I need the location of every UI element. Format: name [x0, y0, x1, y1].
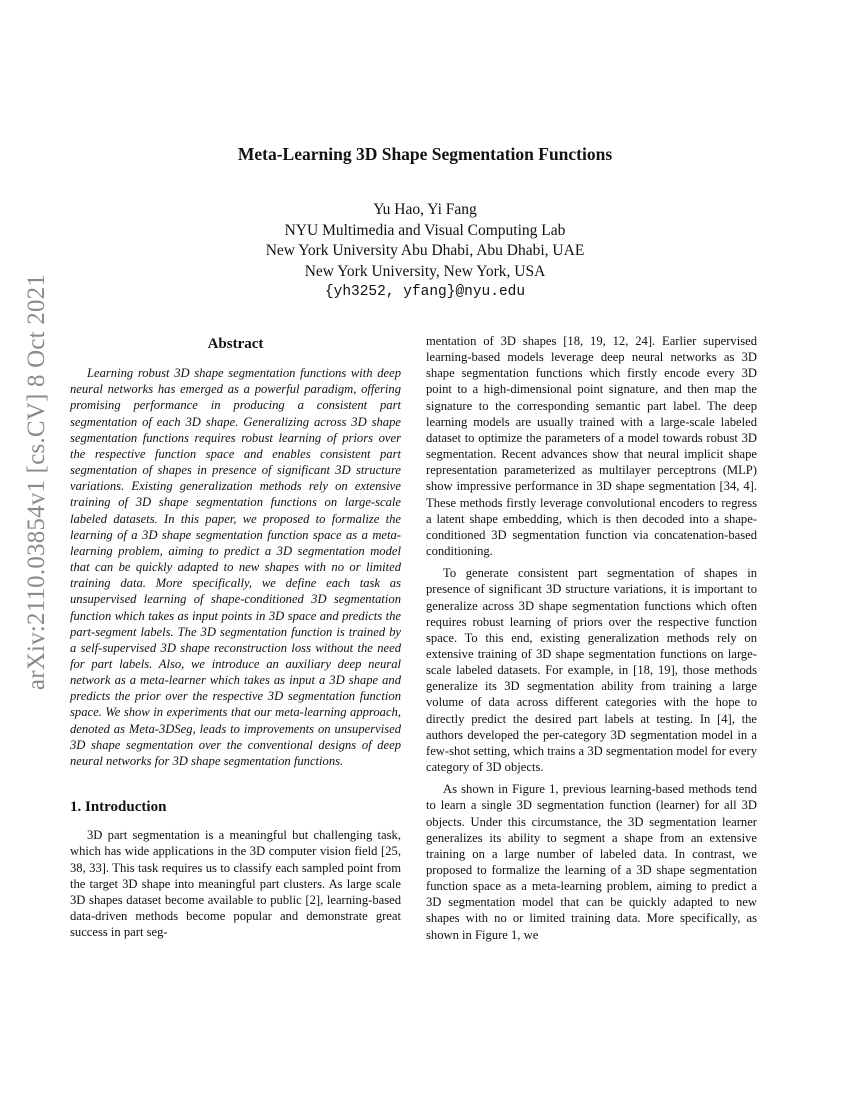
abstract-heading: Abstract — [207, 336, 264, 352]
paper-title: Meta-Learning 3D Shape Segmentation Functions — [237, 144, 613, 164]
right-column — [426, 333, 757, 943]
author-names: Yu Hao, Yi Fang — [373, 201, 477, 218]
introduction-paragraph-3: As shown in Figure 1, previous learning-based methods tend to learn a single 3D segmentation function (learner) for all 3D objects. Under this circumstance, the 3D segmentation learner generalizes its ability to segment a shape from an extensive training on a large number of labeled data. In contrast, we proposed to formalize the learning of a 3D shape segmentation function space as a meta-learning problem, aiming to predict a 3D segmentation model that can be quickly adapted to new shapes with no or limited training data. More specifically, as shown in Figure 1, we — [426, 782, 757, 942]
introduction-paragraph-1: 3D part segmentation is a meaningful but challenging task, which has wide applications in the 3D computer vision field [25, 38, 33]. This task requires us to classify each sampled point from the target 3D shape into meaningful part clusters. As large scale 3D shapes dataset become available to public [2], learning-based data-driven methods become popular and demonstrate great success in part seg- — [70, 828, 401, 940]
abstract-text: Learning robust 3D shape segmentation functions with deep neural networks has emerged as a powerful paradigm, offering promising performance in producing a consistent part segmentation of each 3D shape. Generalizing across 3D shape segmentation functions requires robust learning of priors over the respective function space and enables consistent part segmentation of shapes in presence of significant 3D structure variations. Existing generalization methods rely on extensive training of 3D shape segmentation functions on large-scale labeled datasets. In this paper, we proposed to formalize the learning of a 3D shape segmentation function space as a meta-learning problem, aiming to predict a 3D segmentation model that can be quickly adapted to new shapes with no or limited training data. More specifically, we define each task as unsupervised learning of shape-conditioned 3D segmentation function which takes as input points in 3D space and predicts the part-segment labels. The 3D segmentation function is trained by a self-supervised 3D shape reconstruction loss without the need for part labels. Also, we introduce an auxiliary deep neural network as a meta-learner which takes as input a 3D shape and predicts the prior over the respective 3D segmentation function space. We show in experiments that our meta-learning approach, denoted as Meta-3DSeg, leads to improvements on unsupervised 3D shape segmentation over the conventional designs of deep neural networks for 3D shape segmentation functions. — [70, 366, 401, 768]
arxiv-identifier: arXiv:2110.03854v1 [cs.CV] 8 Oct 2021 — [23, 273, 50, 691]
arxiv-stamp — [0, 0, 60, 1100]
author-lab: NYU Multimedia and Visual Computing Lab — [284, 221, 566, 239]
introduction-paragraph-2: To generate consistent part segmentation of shapes in presence of significant 3D structure variations, it is important to generalize across 3D shape segmentation functions which often requires robust learning of priors over the respective function space. To this end, existing generalization methods rely on extensive training of 3D shape segmentation functions on large-scale labeled datasets. For example, in [18, 19], those methods generalize its 3D segmentation ability from training a large volume of data across different categories with the hope to directly predict the desired part labels at testing. In [4], the authors developed the per-category 3D segmentation model in a few-shot setting, which trains a 3D segmentation model for every category of 3D objects. — [426, 566, 757, 775]
author-email: {yh3252, yfang}@nyu.edu — [324, 284, 526, 300]
author-affiliation-1: New York University Abu Dhabi, Abu Dhabi, UAE — [265, 242, 585, 259]
author-affiliation-2: New York University, New York, USA — [304, 262, 546, 280]
author-block — [0, 200, 850, 303]
introduction-heading: 1. Introduction — [70, 799, 167, 816]
abstract-section — [70, 336, 401, 769]
introduction-paragraph-1-continued: mentation of 3D shapes [18, 19, 12, 24]. Earlier supervised learning-based models leverage deep neural networks as 3D shape segmentation functions which firstly encode every 3D point to a high-dimensional point signature, and then map the signature to the corresponding semantic part label. The deep learning models are usually trained with a large-scale labeled dataset to optimize the parameters of a model towards robust 3D segmentation. Recent advances show that neural implicit shape representation parameterized as multilayer perceptrons (MLP) show impressive performance in 3D shape segmentation [34, 4]. These methods firstly leverage convolutional encoders to regress a latent shape embedding, which is then decoded into a shape-conditioned 3D segmentation function via concatenation-based conditioning. — [426, 334, 757, 559]
left-column — [70, 334, 401, 940]
